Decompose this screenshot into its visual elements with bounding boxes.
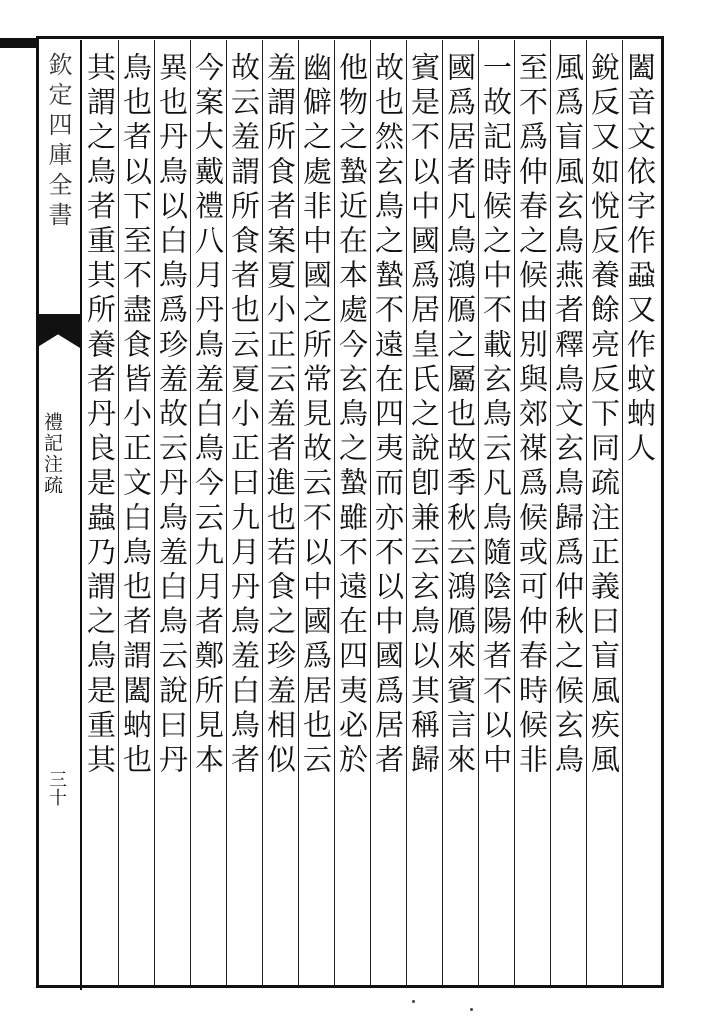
column-rule: [370, 40, 371, 986]
text-column: 至不爲仲春之候由別與郊禖爲候或可仲春時候非: [515, 52, 549, 779]
speck: [470, 1008, 473, 1011]
text-column: 闔音文依字作蝨又作蚊蚋人: [623, 52, 657, 468]
text-column: 銳反又如悅反養餘亮反下同疏注正義曰盲風疾風: [587, 52, 621, 779]
column-rule: [442, 40, 443, 986]
text-column: 羞謂所食者案夏小正云羞者進也若食之珍羞相似: [263, 52, 297, 779]
text-column: 一故記時候之中不載玄鳥云凡鳥隨陰陽者不以中: [479, 52, 513, 779]
text-column: 其謂之鳥者重其所養者丹良是蟲乃謂之鳥是重其: [83, 52, 117, 779]
text-column: 他物之蟄近在本處今玄鳥之蟄雖不遠在四夷必於: [335, 52, 369, 779]
column-rule: [622, 40, 623, 986]
column-rule: [298, 40, 299, 986]
column-rule: [514, 40, 515, 986]
column-rule: [586, 40, 587, 986]
column-rule: [550, 40, 551, 986]
column-rule: [226, 40, 227, 986]
spine-title: 欽定四庫全書: [44, 52, 72, 232]
column-rule: [154, 40, 155, 986]
speck: [412, 1000, 415, 1003]
column-rule: [406, 40, 407, 986]
top-border-tab: [0, 38, 36, 48]
column-rule: [334, 40, 335, 986]
text-column: 鳥也者以下至不盡食皆小正文白鳥也者謂闔蚋也: [119, 52, 153, 779]
column-rule: [262, 40, 263, 986]
text-column: 國爲居者凡鳥鴻鴈之屬也故季秋云鴻鴈來賓言來: [443, 52, 477, 779]
column-rule: [190, 40, 191, 986]
column-rule: [118, 40, 119, 986]
text-column: 故也然玄鳥之蟄不遠在四夷而亦不以中國爲居者: [371, 52, 405, 779]
text-column: 今案大戴禮八月丹鳥羞白鳥今云九月者鄭所見本: [191, 52, 225, 779]
text-column: 異也丹鳥以白鳥爲珍羞故云丹鳥羞白鳥云說曰丹: [155, 52, 189, 779]
text-column: 幽僻之處非中國之所常見故云不以中國爲居也云: [299, 52, 333, 779]
book-title: 禮記注疏: [41, 412, 63, 496]
text-column: 風爲盲風玄鳥燕者釋鳥文玄鳥歸爲仲秋之候玄鳥: [551, 52, 585, 779]
folio-number: 三十: [46, 770, 67, 806]
text-column: 故云羞謂所食者也云夏小正曰九月丹鳥羞白鳥者: [227, 52, 261, 779]
text-column: 賓是不以中國爲居皇氏之說卽兼云玄鳥以其稱歸: [407, 52, 441, 779]
column-rule: [478, 40, 479, 986]
